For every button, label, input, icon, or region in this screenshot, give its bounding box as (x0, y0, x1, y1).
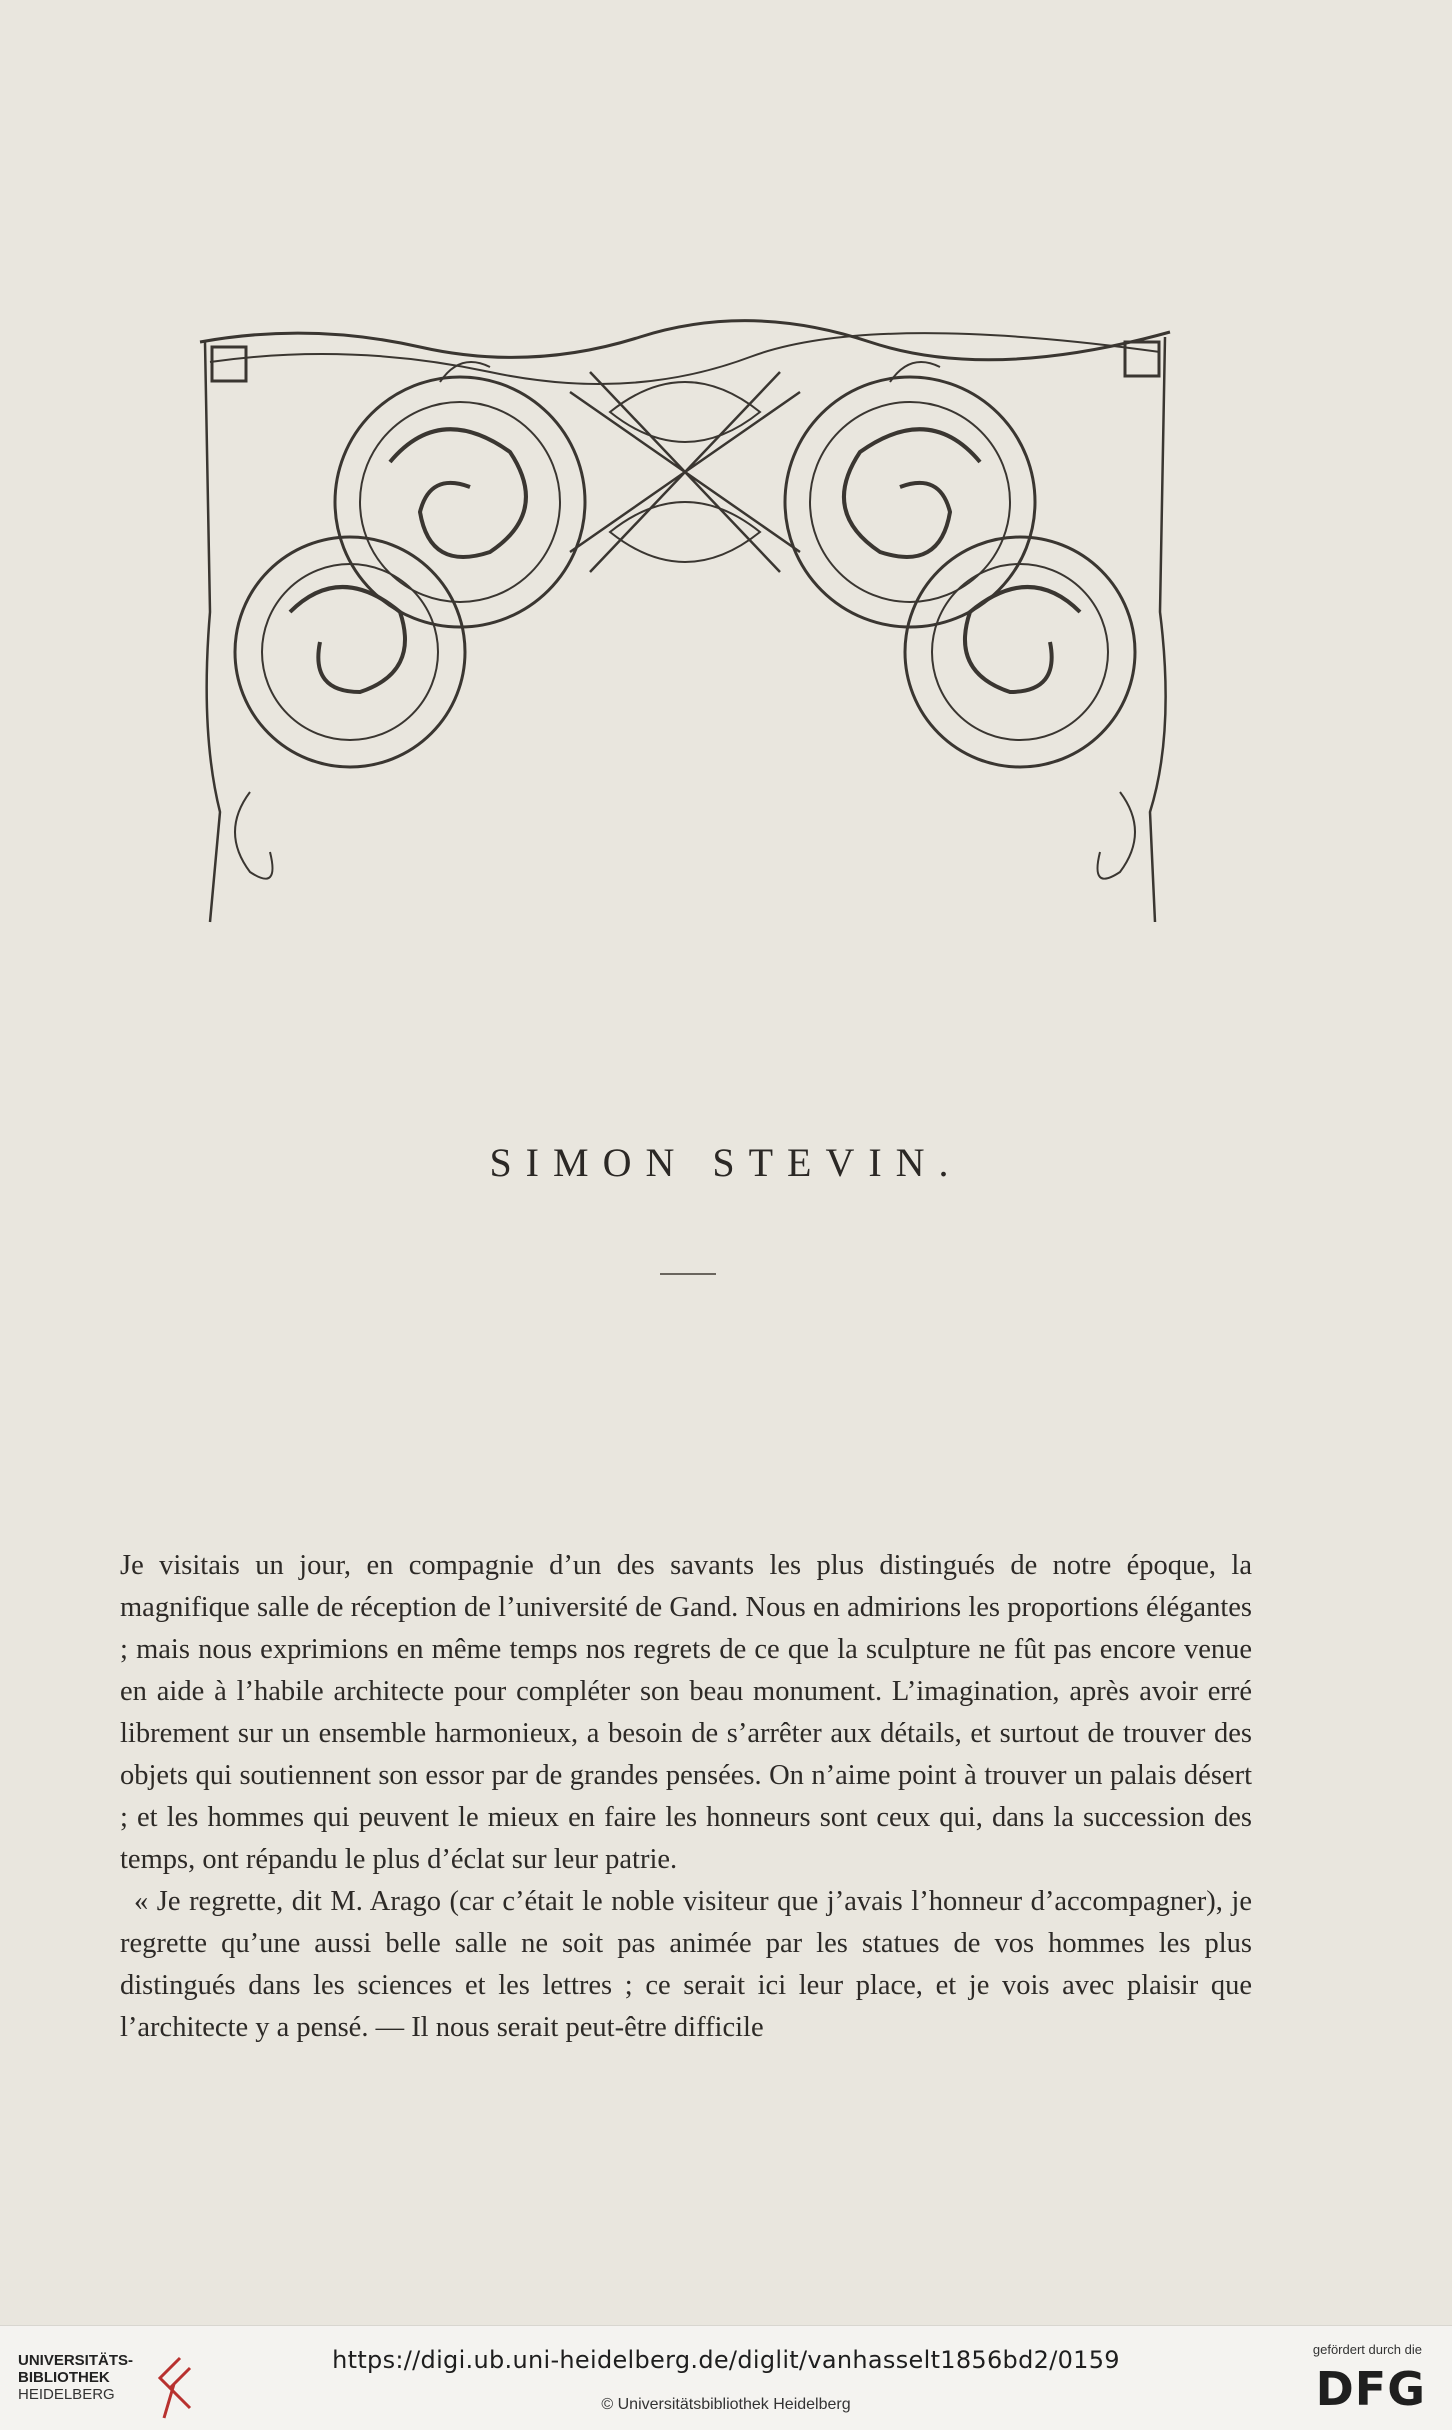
paragraph-2: « Je regrette, dit M. Arago (car c’était le noble visiteur que j’avais l’honneur d’accompagner), je regrette qu’une aussi belle salle ne soit pas animée par les statues de vos hommes les plus distingués dans les sciences et les lettres ; ce serait ici leur place, et je vois avec plaisir que l’architecte y a pensé. — Il nous serait peut-être difficile (120, 1886, 1252, 2043)
library-name-line-2: BIBLIOTHEK (18, 2369, 110, 2386)
copyright-notice: © Universitätsbibliothek Heidelberg (601, 2396, 851, 2413)
dfg-logo[interactable]: DFG (1315, 2362, 1426, 2416)
article-title: SIMON STEVIN. (489, 1139, 963, 1185)
library-name-line-3: HEIDELBERG (18, 2386, 115, 2403)
library-name-line-1: UNIVERSITÄTS- (18, 2352, 134, 2369)
title-divider (660, 1273, 716, 1275)
article-body (120, 1545, 1252, 2049)
viewer-footer (0, 2325, 1452, 2430)
paragraph-1: Je visitais un jour, en compagnie d’un des savants les plus distingués de notre époque, la magnifique salle de réception de l’université de Gand. Nous en admirions les proportions élégantes ; mais nous exprimions en même temps nos regrets de ce que la sculpture ne fût pas encore venue en aide à l’habile architecte pour compléter son beau monument. L’imagination, après avoir erré librement sur un ensemble harmonieux, a besoin de s’arrêter aux détails, et surtout de trouver des objets qui soutiennent son essor par de grandes pensées. On n’aime point à trouver un palais désert ; et les hommes qui peuvent le mieux en faire les honneurs sont ceux qui, dans la succession des temps, ont répandu le plus d’éclat sur leur patrie. (120, 1550, 1252, 1875)
decorative-headpiece-ornament (190, 312, 1180, 952)
permalink-url[interactable]: https://digi.ub.uni-heidelberg.de/diglit/vanhasselt1856bd2/0159 (332, 2346, 1120, 2374)
funding-note: gefördert durch die (1312, 2342, 1422, 2357)
